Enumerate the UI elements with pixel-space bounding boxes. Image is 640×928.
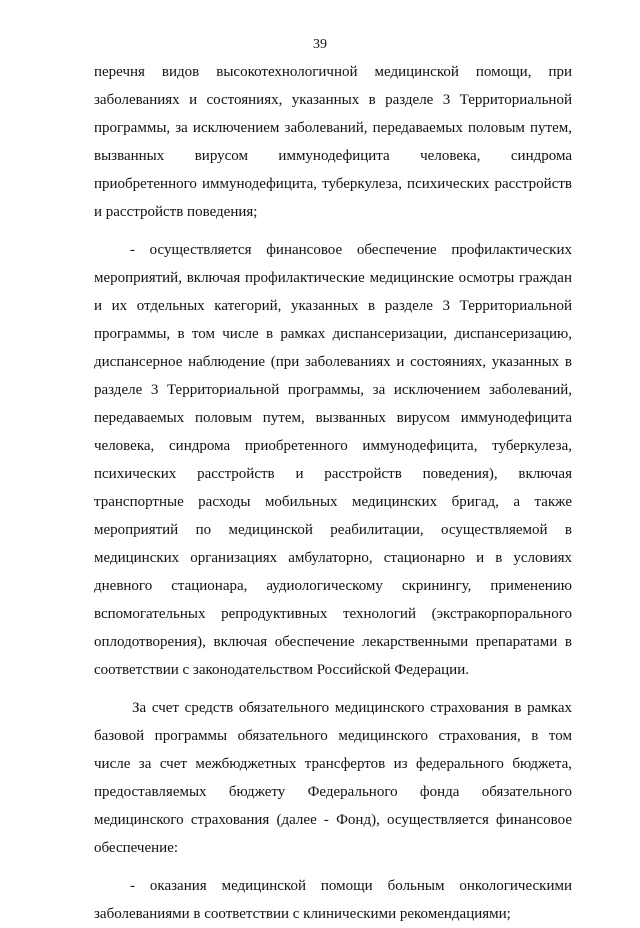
- text-line: - осуществляется финансовое обеспечение профилактических: [130, 242, 572, 258]
- text-line: транспортные расходы мобильных медицинских бригад, а также: [94, 494, 572, 510]
- paragraph-3: [94, 694, 572, 862]
- text-line: вызванных вирусом иммунодефицита человека, синдрома: [94, 148, 572, 164]
- text-line: числе за счет межбюджетных трансфертов из федерального бюджета,: [94, 756, 572, 772]
- paragraph-1: [94, 58, 572, 226]
- text-line: разделе 3 Территориальной программы, за исключением заболеваний,: [94, 382, 572, 398]
- text-line: мероприятий по медицинской реабилитации, осуществляемой в: [94, 522, 572, 538]
- paragraph-4: [94, 872, 572, 928]
- document-body: [94, 58, 572, 928]
- text-line: приобретенного иммунодефицита, туберкулеза, психических расстройств: [94, 176, 572, 192]
- text-line: человека, синдрома приобретенного иммунодефицита, туберкулеза,: [94, 438, 572, 454]
- text-line: и расстройств поведения;: [94, 204, 258, 220]
- text-line: заболеваниями в соответствии с клиническими рекомендациями;: [94, 906, 511, 922]
- text-line: программы, в том числе в рамках диспансеризации, диспансеризацию,: [94, 326, 572, 342]
- text-line: медицинского страхования (далее - Фонд), осуществляется финансовое: [94, 812, 572, 828]
- text-line: мероприятий, включая профилактические медицинские осмотры граждан: [94, 270, 572, 286]
- text-line: вспомогательных репродуктивных технологий (экстракорпорального: [94, 606, 572, 622]
- text-line: оплодотворения), включая обеспечение лекарственными препаратами в: [94, 634, 572, 650]
- text-line: соответствии с законодательством Российской Федерации.: [94, 662, 469, 678]
- text-line: базовой программы обязательного медицинского страхования, в том: [94, 728, 572, 744]
- text-line: - оказания медицинской помощи больным онкологическими: [130, 878, 572, 894]
- text-line: диспансерное наблюдение (при заболеваниях и состояниях, указанных в: [94, 354, 572, 370]
- text-line: программы, за исключением заболеваний, передаваемых половым путем,: [94, 120, 572, 136]
- text-line: психических расстройств и расстройств поведения), включая: [94, 466, 572, 482]
- text-line: обеспечение:: [94, 840, 179, 856]
- text-line: передаваемых половым путем, вызванных вирусом иммунодефицита: [94, 410, 572, 426]
- text-line: и их отдельных категорий, указанных в разделе 3 Территориальной: [94, 298, 572, 314]
- text-line: дневного стационара, аудиологическому скринингу, применению: [94, 578, 572, 594]
- text-line: перечня видов высокотехнологичной медицинской помощи, при: [94, 64, 572, 80]
- page-number: 39: [313, 37, 327, 52]
- text-line: заболеваниях и состояниях, указанных в разделе 3 Территориальной: [94, 92, 572, 108]
- text-line: медицинских организациях амбулаторно, стационарно и в условиях: [94, 550, 572, 566]
- paragraph-2: [94, 236, 572, 684]
- text-line: За счет средств обязательного медицинского страхования в рамках: [132, 700, 572, 716]
- text-line: предоставляемых бюджету Федерального фонда обязательного: [94, 784, 572, 800]
